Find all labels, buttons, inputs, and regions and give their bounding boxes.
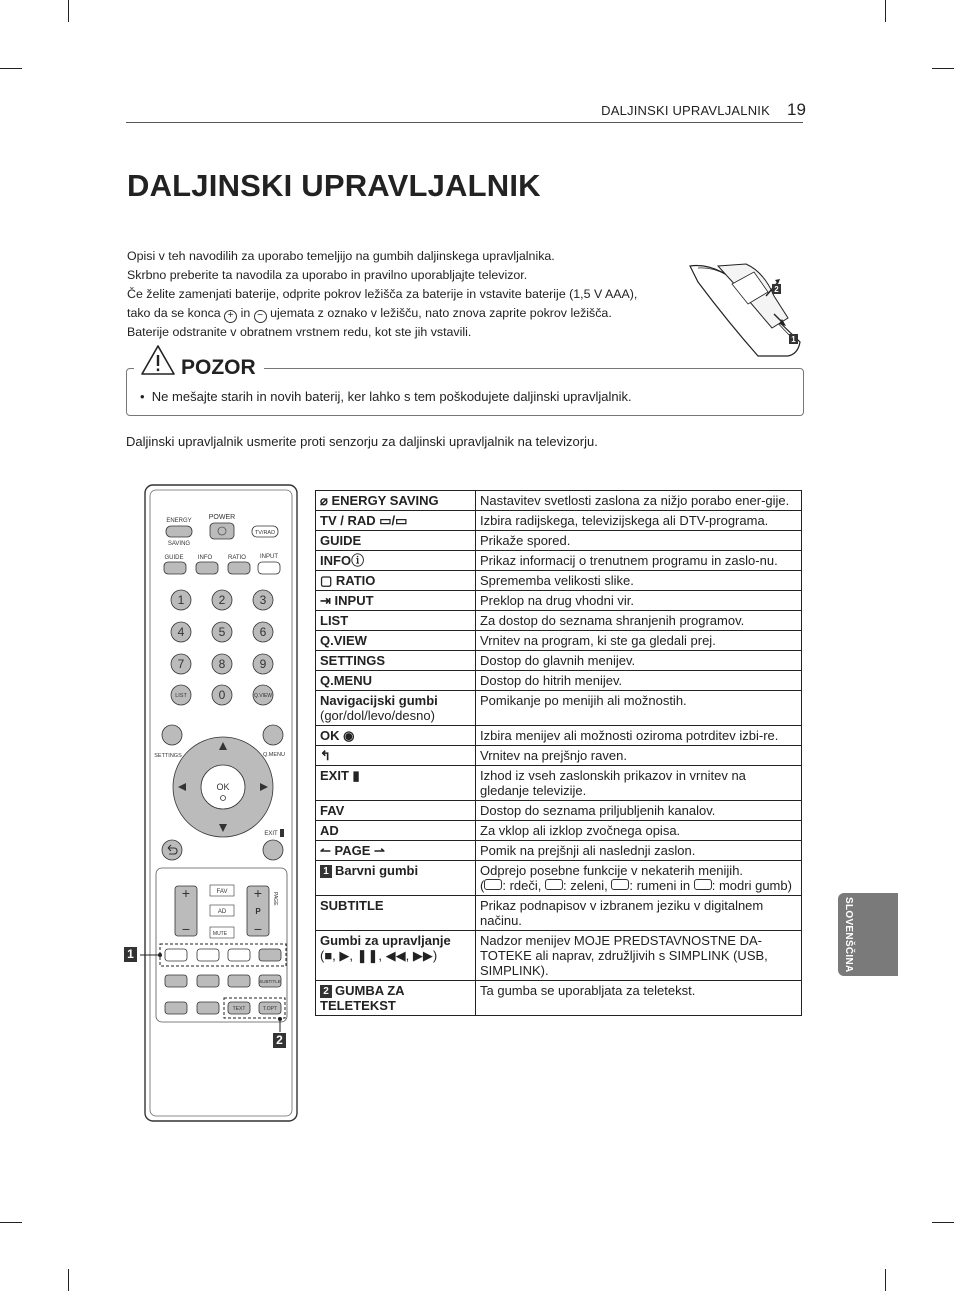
ratio-button — [228, 562, 250, 574]
table-row — [316, 766, 802, 801]
digit-label: 8 — [218, 657, 226, 671]
crop-mark — [885, 0, 886, 22]
table-row — [316, 746, 802, 766]
remote-ad-label: AD — [217, 909, 227, 915]
exit-button — [263, 840, 283, 860]
green-button-icon — [545, 879, 563, 890]
remote-fav-label: FAV — [216, 889, 228, 895]
exit-icon: ▮ — [352, 768, 360, 783]
key-cell: Navigacijski gumbi (gor/dol/levo/desno) — [316, 691, 476, 726]
minus-terminal-icon: − — [254, 310, 267, 323]
qmenu-button — [263, 725, 283, 745]
back-button — [162, 840, 182, 860]
digit-label: 7 — [177, 657, 185, 671]
caution-title: POZOR — [181, 356, 256, 379]
table-row — [316, 631, 802, 651]
remote-saving-label: SAVING — [167, 541, 191, 547]
digit-label: 9 — [259, 657, 267, 671]
crop-mark — [68, 0, 69, 22]
key-cell: 2 GUMBA ZA TELETEKST — [316, 981, 476, 1016]
key-cell: ▢ RATIO — [316, 571, 476, 591]
language-tab — [838, 893, 898, 976]
remote-zero-label: 0 — [218, 688, 226, 702]
running-header: DALJINSKI UPRAVLJALNIK — [601, 103, 770, 118]
key-cell: FAV — [316, 801, 476, 821]
description-cell: Sprememba velikosti slike. — [476, 571, 802, 591]
description-cell: Pomikanje po menijih ali možnostih. — [476, 691, 802, 726]
remote-topt-label: T.OPT — [262, 1006, 278, 1012]
remote-guide-label: GUIDE — [164, 555, 184, 561]
page-up-icon: ↼ — [320, 843, 331, 858]
remote-qmenu-label: Q.MENU — [263, 752, 285, 758]
page-number: 19 — [787, 100, 806, 119]
table-row — [316, 896, 802, 931]
digit-label: 3 — [259, 593, 267, 607]
callout-lines — [135, 940, 295, 1050]
table-row — [316, 571, 802, 591]
battery-callout-1: 1 — [791, 335, 796, 344]
language-tab-label: SLOVENŠČINA — [843, 897, 854, 973]
table-row — [316, 691, 802, 726]
description-cell: Odprejo posebne funkcije v nekaterih menijih. ( : rdeči, : zeleni, : rumeni in : modri gumb) — [476, 861, 802, 896]
settings-button — [162, 725, 182, 745]
crop-mark — [932, 1222, 954, 1223]
table-row — [316, 931, 802, 981]
remote-info-label: INFO — [197, 555, 213, 561]
digit-label: 6 — [259, 625, 267, 639]
energy-saving-button — [166, 526, 192, 537]
caution-item — [140, 389, 632, 404]
intro-text: ujemata z oznako v ležišču, nato znova zaprite pokrov ležišča. — [270, 306, 612, 320]
intro-line: Baterije odstranite v obratnem vrstnem redu, kot ste jih vstavili. — [127, 325, 472, 339]
back-icon: ↰ — [320, 748, 331, 763]
svg-text:+: + — [253, 885, 263, 901]
key-cell: AD — [316, 821, 476, 841]
description-cell: Izhod iz vseh zaslonskih prikazov in vrnitev na gledanje televizije. — [476, 766, 802, 801]
digit-label: 4 — [177, 625, 185, 639]
key-cell: EXIT ▮ — [316, 766, 476, 801]
caution-text: Ne mešajte starih in novih baterij, ker lahko s tem poškodujete daljinski upravljalnik. — [151, 389, 632, 404]
battery-callout-2: 2 — [774, 285, 779, 294]
description-cell: Ta gumba se uporabljata za teletekst. — [476, 981, 802, 1016]
key-cell: Q.MENU — [316, 671, 476, 691]
description-cell: Za dostop do seznama shranjenih programov. — [476, 611, 802, 631]
aim-instruction: Daljinski upravljalnik usmerite proti senzorju za daljinski upravljalnik na televizorju. — [126, 434, 598, 449]
key-cell: OK ◉ — [316, 726, 476, 746]
table-row — [316, 726, 802, 746]
red-button-icon — [484, 879, 502, 890]
table-row — [316, 981, 802, 1016]
crop-mark — [68, 1269, 69, 1291]
page-title: DALJINSKI UPRAVLJALNIK — [127, 168, 541, 203]
remote-subtitle-label: SUBTITLE — [259, 979, 281, 984]
crop-mark — [0, 68, 22, 69]
button-description-table — [315, 490, 802, 1016]
remote-exit-label: EXIT — [264, 831, 278, 837]
key-cell — [316, 746, 476, 766]
callout-badge: 2 — [320, 985, 332, 998]
crop-mark — [885, 1269, 886, 1291]
description-cell: Dostop do seznama priljubljenih kanalov. — [476, 801, 802, 821]
key-cell: ⇥ INPUT — [316, 591, 476, 611]
remote-text-label: TEXT — [232, 1006, 246, 1012]
description-cell: Za vklop ali izklop zvočnega opisa. — [476, 821, 802, 841]
intro-paragraph — [127, 247, 687, 342]
table-row — [316, 511, 802, 531]
digit-label: 2 — [218, 593, 226, 607]
input-button — [258, 562, 280, 574]
key-cell: INFOⓘ — [316, 551, 476, 571]
input-icon: ⇥ — [320, 593, 331, 608]
key-cell: ⌀ ENERGY SAVING — [316, 491, 476, 511]
ratio-icon: ▢ — [320, 573, 333, 588]
table-row — [316, 801, 802, 821]
digit-label: 1 — [177, 593, 185, 607]
description-cell: Nastavitev svetlosti zaslona za nižjo porabo ener-gije. — [476, 491, 802, 511]
key-cell: LIST — [316, 611, 476, 631]
remote-energy-label: ENERGY — [166, 518, 192, 524]
table-row — [316, 591, 802, 611]
tv-radio-icon: ▭/▭ — [379, 513, 408, 528]
table-row — [316, 491, 802, 511]
description-cell: Dostop do hitrih menijev. — [476, 671, 802, 691]
intro-line: Opisi v teh navodilih za uporabo temeljijo na gumbih daljinskega upravljalnika. — [127, 249, 555, 263]
remote-power-label: POWER — [208, 514, 236, 521]
info-icon: ⓘ — [351, 553, 365, 568]
key-cell: Gumbi za upravljanje (■, ▶, ❚❚, ◀◀, ▶▶) — [316, 931, 476, 981]
warning-icon — [140, 344, 176, 376]
description-cell: Nadzor menijev MOJE PREDSTAVNOSTNE DA-TOTEKE ali naprav, združljivih s SIMPLINK (USB, SIMPLINK). — [476, 931, 802, 981]
plus-terminal-icon: + — [224, 310, 237, 323]
description-cell: Prikaz informacij o trenutnem programu in zaslo-nu. — [476, 551, 802, 571]
header-rule — [126, 122, 803, 123]
blue-button-icon — [694, 879, 712, 890]
table-row — [316, 821, 802, 841]
description-cell: Prikaz podnapisov v izbranem jeziku v digitalnem načinu. — [476, 896, 802, 931]
intro-line — [127, 304, 687, 323]
description-cell: Prikaže spored. — [476, 531, 802, 551]
description-cell: Izbira menijev ali možnosti oziroma potrditev izbi-re. — [476, 726, 802, 746]
remote-ok-label: OK — [216, 782, 230, 792]
key-cell: GUIDE — [316, 531, 476, 551]
description-cell: Vrnitev na program, ki ste ga gledali prej. — [476, 631, 802, 651]
yellow-button-icon — [611, 879, 629, 890]
energy-saving-icon: ⌀ — [320, 493, 328, 508]
key-cell: 1 Barvni gumbi — [316, 861, 476, 896]
page-down-icon: ⇀ — [374, 843, 385, 858]
digit-label: 5 — [218, 625, 226, 639]
table-row — [316, 861, 802, 896]
key-cell: SUBTITLE — [316, 896, 476, 931]
crop-mark — [932, 68, 954, 69]
key-cell: ↼ PAGE ⇀ — [316, 841, 476, 861]
table-row — [316, 841, 802, 861]
description-cell: Preklop na drug vhodni vir. — [476, 591, 802, 611]
intro-line: Skrbno preberite ta navodila za uporabo in pravilno uporabljajte televizor. — [127, 268, 528, 282]
battery-cover-illustration — [688, 262, 806, 358]
remote-page-label: PAGE — [272, 892, 278, 906]
callout-badge-1: 1 — [124, 947, 137, 962]
description-cell: Vrnitev na prejšnjo raven. — [476, 746, 802, 766]
remote-settings-label: SETTINGS — [154, 753, 182, 759]
remote-mute-label: MUTE — [212, 931, 228, 937]
intro-text: tako da se konca — [127, 306, 221, 320]
callout-badge: 1 — [320, 865, 332, 878]
key-cell: TV / RAD ▭/▭ — [316, 511, 476, 531]
info-button — [196, 562, 218, 574]
table-row — [316, 551, 802, 571]
ok-icon: ◉ — [343, 728, 355, 743]
crop-mark — [0, 1222, 22, 1223]
description-cell: Izbira radijskega, televizijskega ali DTV-programa. — [476, 511, 802, 531]
key-cell: SETTINGS — [316, 651, 476, 671]
description-cell: Pomik na prejšnji ali naslednji zaslon. — [476, 841, 802, 861]
svg-text:−: − — [181, 921, 191, 937]
remote-input-label: INPUT — [260, 554, 278, 560]
intro-line: Če želite zamenjati baterije, odprite pokrov ležišča za baterije in vstavite baterije (1,5 V AAA), — [127, 287, 638, 301]
svg-text:−: − — [253, 921, 263, 937]
power-button — [210, 523, 234, 539]
key-cell: Q.VIEW — [316, 631, 476, 651]
remote-tvrad-label: TV/RAD — [254, 530, 276, 536]
table-row — [316, 671, 802, 691]
remote-qview-label: Q.VIEW — [253, 693, 273, 699]
table-row — [316, 611, 802, 631]
callout-badge-2: 2 — [273, 1033, 286, 1048]
table-row — [316, 531, 802, 551]
intro-text: in — [240, 306, 251, 320]
guide-button — [164, 562, 186, 574]
svg-text:+: + — [181, 885, 191, 901]
bullet: • — [140, 389, 145, 404]
remote-p-label: P — [255, 907, 261, 916]
remote-ratio-label: RATIO — [228, 555, 246, 561]
remote-list-label: LIST — [175, 693, 187, 699]
description-cell: Dostop do glavnih menijev. — [476, 651, 802, 671]
table-row — [316, 651, 802, 671]
